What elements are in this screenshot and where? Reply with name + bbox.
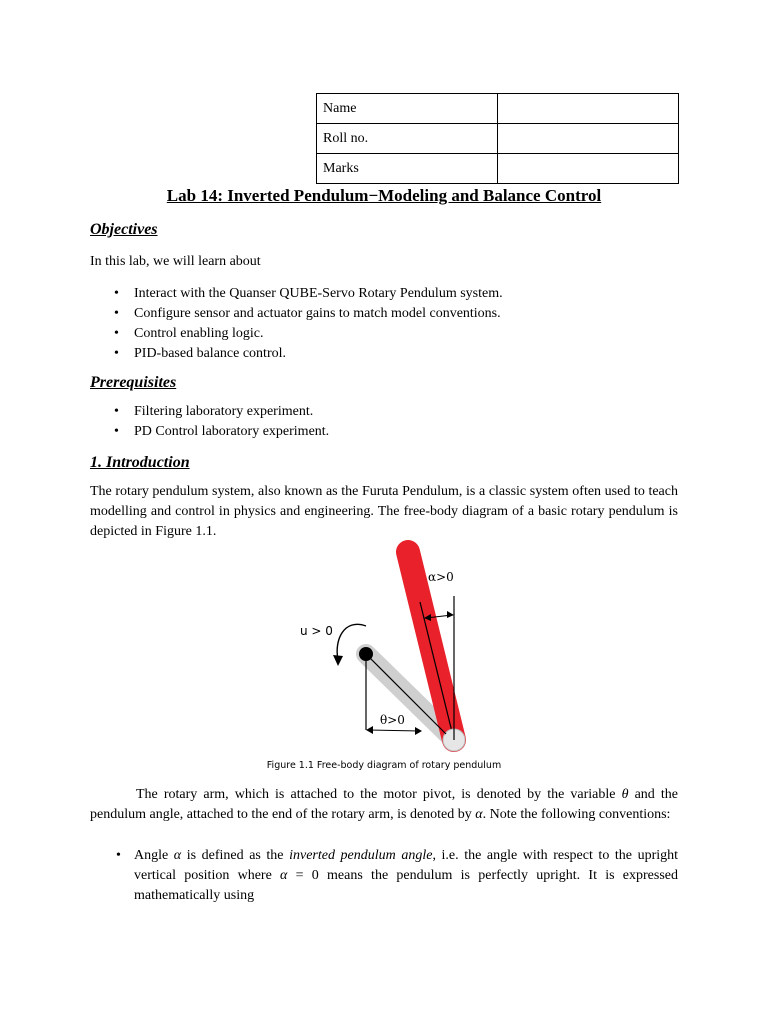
list-item: • PID-based balance control. <box>110 344 503 364</box>
introduction-paragraph: The rotary pendulum system, also known as the Furuta Pendulum, is a classic system often used to teach modelling and control in physics and engineering. The free-body diagram of a basic rotary pendulum is depicted in Figure 1.1. <box>90 484 678 539</box>
body-paragraph <box>90 785 678 825</box>
para-text-c: . Note the following conventions: <box>482 807 671 822</box>
input-torque-arrowhead <box>333 655 343 666</box>
marks-value-cell[interactable] <box>498 154 679 184</box>
prerequisites-list <box>110 402 329 442</box>
table-row <box>317 124 679 154</box>
figure-caption: Figure 1.1 Free-body diagram of rotary pendulum <box>266 760 502 771</box>
b-text-a: Angle <box>134 848 174 863</box>
theta-arrowhead-left <box>366 726 373 734</box>
alpha-label: α>0 <box>428 570 454 584</box>
prerequisites-heading: Prerequisites <box>90 374 177 391</box>
convention-text <box>116 846 678 906</box>
alpha-symbol: α <box>173 848 182 863</box>
alpha-symbol: α <box>475 807 483 822</box>
roll-no-label: Roll no. <box>317 124 498 154</box>
theta-angle-arrow <box>368 730 420 731</box>
student-info-table <box>316 93 679 184</box>
list-item: • PD Control laboratory experiment. <box>110 422 329 442</box>
introduction-heading: 1. Introduction <box>90 454 190 471</box>
para-text-b: and the pendulum angle, attached to the end of the rotary arm, is denoted by <box>90 787 678 822</box>
lab-title: Lab 14: Inverted Pendulum−Modeling and Balance Control <box>166 186 602 205</box>
table-row <box>317 154 679 184</box>
para-text-a: The rotary arm, which is attached to the motor pivot, is denoted by the variable <box>136 787 622 802</box>
b-text-b: is defined as the <box>181 848 290 863</box>
alpha-arrowhead-right <box>447 611 454 618</box>
u-label: u > 0 <box>300 624 333 638</box>
name-label: Name <box>317 94 498 124</box>
theta-symbol: θ <box>621 787 629 802</box>
alpha-symbol: α <box>280 868 288 883</box>
marks-label: Marks <box>317 154 498 184</box>
list-item: • Interact with the Quanser QUBE-Servo Rotary Pendulum system. <box>110 284 503 304</box>
objectives-list <box>110 284 503 364</box>
roll-no-value-cell[interactable] <box>498 124 679 154</box>
name-value-cell[interactable] <box>498 94 679 124</box>
list-item: • Configure sensor and actuator gains to match model conventions. <box>110 304 503 324</box>
bullet-dot: • <box>116 848 121 863</box>
rotary-pendulum-figure <box>296 538 536 760</box>
list-item: • Control enabling logic. <box>110 324 503 344</box>
theta-arrowhead-right <box>415 727 422 735</box>
objectives-heading: Objectives <box>90 221 158 238</box>
objectives-intro: In this lab, we will learn about <box>90 254 261 269</box>
table-row <box>317 94 679 124</box>
theta-label: θ>0 <box>380 713 405 727</box>
inverted-pendulum-angle-term: inverted pendulum angle <box>289 848 433 863</box>
b-text-d: = 0 means the pendulum is perfectly upright. It is expressed mathematically using <box>134 868 679 903</box>
b-text-c: , i.e. the angle with respect to the upright vertical position where <box>134 848 679 883</box>
list-item: • Filtering laboratory experiment. <box>110 402 329 422</box>
convention-bullet <box>116 846 678 906</box>
